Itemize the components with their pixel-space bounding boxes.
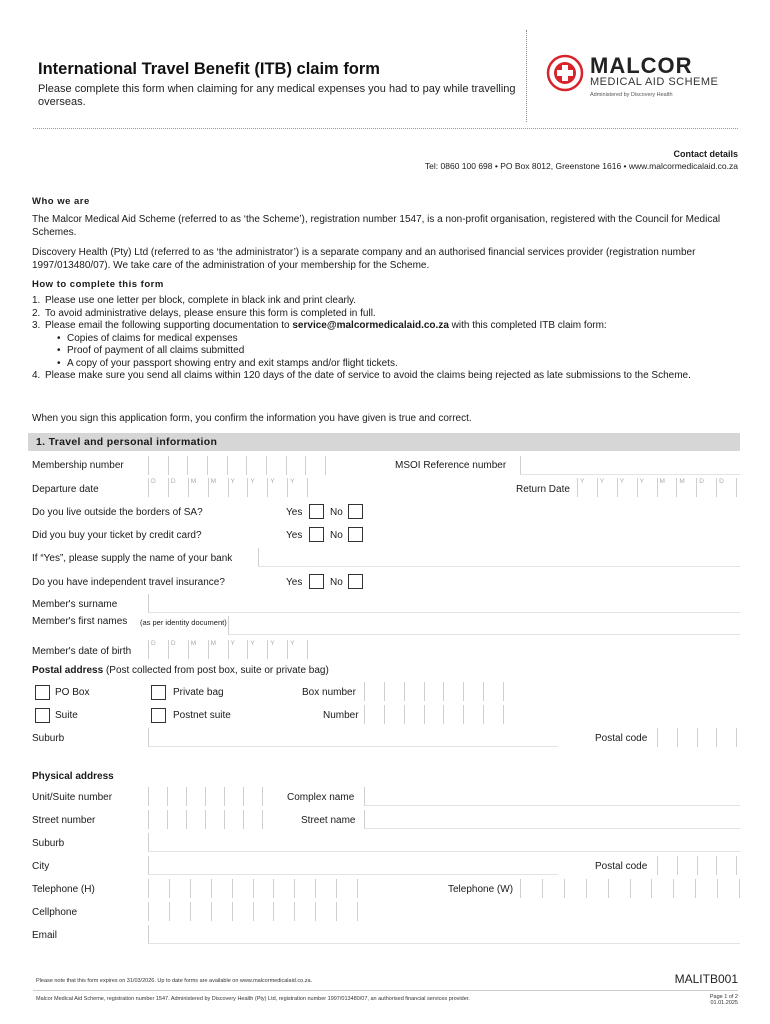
box-number-input[interactable] [364, 682, 504, 701]
private-bag-checkbox[interactable] [151, 685, 166, 700]
cellphone-label: Cellphone [32, 907, 78, 918]
section-1-title: 1. Travel and personal information [36, 436, 218, 448]
physical-heading: Physical address [32, 771, 114, 782]
instruction-3: 3. Please email the following supporting documentation to service@malcormedicalaid.co.za with this completed ITB claim form: • Copies of claims for medical expenses • Proof of payment of all claims submitted • A copy of your passport showing entry and exit stamps and/or flight tickets. [32, 320, 742, 370]
box-number-label: Box number [302, 687, 356, 698]
page-number: Page 1 of 2 01.01.2025 [709, 994, 738, 1006]
unit-label: Unit/Suite number [32, 792, 113, 803]
postal-suburb-label: Suburb [32, 733, 65, 744]
physical-postal-code-label: Postal code [595, 861, 648, 872]
logo-subtitle: MEDICAL AID SCHEME [590, 76, 719, 88]
email-input[interactable] [148, 925, 740, 944]
credit-card-yes-label: Yes [286, 530, 303, 541]
return-date-label: Return Date [516, 484, 570, 495]
street-number-label: Street number [32, 815, 96, 826]
surname-input[interactable] [148, 594, 740, 613]
msoi-label: MSOI Reference number [395, 460, 507, 471]
credit-card-no-checkbox[interactable] [348, 527, 363, 542]
who-paragraph-2: Discovery Health (Pty) Ltd (referred to as ‘the administrator’) is a separate company and an authorised financial services provider (registration number 1997/013480/07). We take care of the administration of your membership for the Scheme. [32, 247, 696, 271]
page-subtitle: Please complete this form when claiming for any medical expenses you had to pay while travelling overseas. [38, 83, 516, 108]
membership-number-input[interactable] [148, 456, 326, 475]
logo-wordmark: MALCOR [590, 53, 693, 78]
contact-heading: Contact details [673, 149, 738, 159]
postal-heading: Postal address (Post collected from post box, suite or private bag) [32, 665, 329, 676]
header-bottom-divider [33, 128, 738, 129]
first-names-note: (as per identity document) [140, 618, 227, 627]
outside-sa-no-checkbox[interactable] [348, 504, 363, 519]
instruction-1: 1. Please use one letter per block, complete in black ink and print clearly. [32, 295, 357, 306]
surname-label: Member's surname [32, 599, 118, 610]
contact-text: Tel: 0860 100 698 • PO Box 8012, Greenstone 1616 • www.malcormedicalaid.co.za [424, 161, 738, 171]
dob-input[interactable]: D D M M Y Y Y Y [148, 640, 308, 659]
insurance-no-checkbox[interactable] [348, 574, 363, 589]
postnet-suite-checkbox[interactable] [151, 708, 166, 723]
outside-sa-label: Do you live outside the borders of SA? [32, 507, 203, 518]
city-input[interactable] [148, 856, 558, 875]
documents-list [45, 333, 742, 371]
page-title: International Travel Benefit (ITB) claim form [38, 60, 380, 78]
who-paragraph-1: The Malcor Medical Aid Scheme (referred to as ‘the Scheme’), registration number 1547, is a non-profit organisation, registered with the Council for Medical Schemes. [32, 214, 721, 238]
legal-note: Malcor Medical Aid Scheme, registration number 1547. Administered by Discovery Health (Pty) Ltd, registration number 1997/013480/07, an authorised financial services provider. [36, 996, 470, 1002]
private-bag-label: Private bag [173, 687, 224, 698]
first-names-input[interactable] [228, 616, 740, 635]
insurance-label: Do you have independent travel insurance? [32, 577, 225, 588]
departure-date-input[interactable]: D D M M Y Y Y Y [148, 478, 308, 497]
insurance-yes-checkbox[interactable] [309, 574, 324, 589]
complex-name-label: Complex name [287, 792, 355, 803]
how-heading: How to complete this form [32, 279, 164, 290]
telephone-h-input[interactable] [148, 879, 358, 898]
postnet-suite-label: Postnet suite [173, 710, 231, 721]
suite-label: Suite [55, 710, 78, 721]
first-names-label: Member's first names [32, 616, 128, 627]
footer-divider [33, 990, 738, 991]
cellphone-input[interactable] [148, 902, 358, 921]
membership-number-label: Membership number [32, 460, 124, 471]
service-email: service@malcormedicalaid.co.za [292, 320, 449, 331]
msoi-input[interactable] [520, 456, 740, 475]
instruction-4: 4. Please make sure you send all claims within 120 days of the date of service to avoid the claims being rejected as late submissions to the Scheme. [32, 370, 691, 381]
po-box-label: PO Box [55, 687, 90, 698]
outside-sa-yes-checkbox[interactable] [309, 504, 324, 519]
telephone-w-input[interactable] [520, 879, 740, 898]
insurance-yes-label: Yes [286, 577, 303, 588]
outside-sa-yes-label: Yes [286, 507, 303, 518]
credit-card-no-label: No [330, 530, 343, 541]
physical-suburb-input[interactable] [148, 833, 740, 852]
credit-card-label: Did you buy your ticket by credit card? [32, 530, 202, 541]
insurance-no-label: No [330, 577, 343, 588]
logo-administered-by: Administered by Discovery Health [590, 92, 673, 98]
credit-card-yes-checkbox[interactable] [309, 527, 324, 542]
expiry-note: Please note that this form expires on 31/03/2026. Up to date forms are available on www.malcormedicalaid.co.za. [36, 978, 313, 984]
document-item: • Proof of payment of all claims submitted [57, 345, 742, 358]
complex-name-input[interactable] [364, 787, 740, 806]
who-heading: Who we are [32, 196, 90, 207]
physical-suburb-label: Suburb [32, 838, 65, 849]
street-number-input[interactable] [148, 810, 263, 829]
instructions-list [32, 295, 742, 383]
po-box-checkbox[interactable] [35, 685, 50, 700]
document-item: • Copies of claims for medical expenses [57, 333, 742, 346]
number-input[interactable] [364, 705, 504, 724]
physical-postal-code-input[interactable] [657, 856, 737, 875]
outside-sa-no-label: No [330, 507, 343, 518]
section-1-header [28, 433, 740, 451]
cross-logo-icon [546, 54, 584, 92]
return-date-input[interactable]: Y Y Y Y M M D D [577, 478, 737, 497]
unit-input[interactable] [148, 787, 263, 806]
document-item: • A copy of your passport showing entry and exit stamps and/or flight tickets. [57, 358, 742, 371]
malcor-logo [546, 52, 746, 104]
dob-label: Member's date of birth [32, 646, 132, 657]
header-divider [526, 30, 527, 122]
departure-date-label: Departure date [32, 484, 99, 495]
instruction-2: 2. To avoid administrative delays, please ensure this form is completed in full. [32, 307, 376, 319]
street-name-label: Street name [301, 815, 356, 826]
telephone-w-label: Telephone (W) [448, 884, 514, 895]
confirmation-text: When you sign this application form, you confirm the information you have given is true and correct. [32, 413, 472, 424]
number-label: Number [323, 710, 359, 721]
email-label: Email [32, 930, 58, 941]
form-code: MALITB001 [674, 972, 738, 986]
suite-checkbox[interactable] [35, 708, 50, 723]
bank-name-label: If “Yes”, please supply the name of your bank [32, 553, 233, 564]
telephone-h-label: Telephone (H) [32, 884, 95, 895]
street-name-input[interactable] [364, 810, 740, 829]
postal-code-label: Postal code [595, 733, 648, 744]
city-label: City [32, 861, 50, 872]
bank-name-input[interactable] [258, 548, 740, 567]
postal-suburb-input[interactable] [148, 728, 558, 747]
postal-code-input[interactable] [657, 728, 737, 747]
